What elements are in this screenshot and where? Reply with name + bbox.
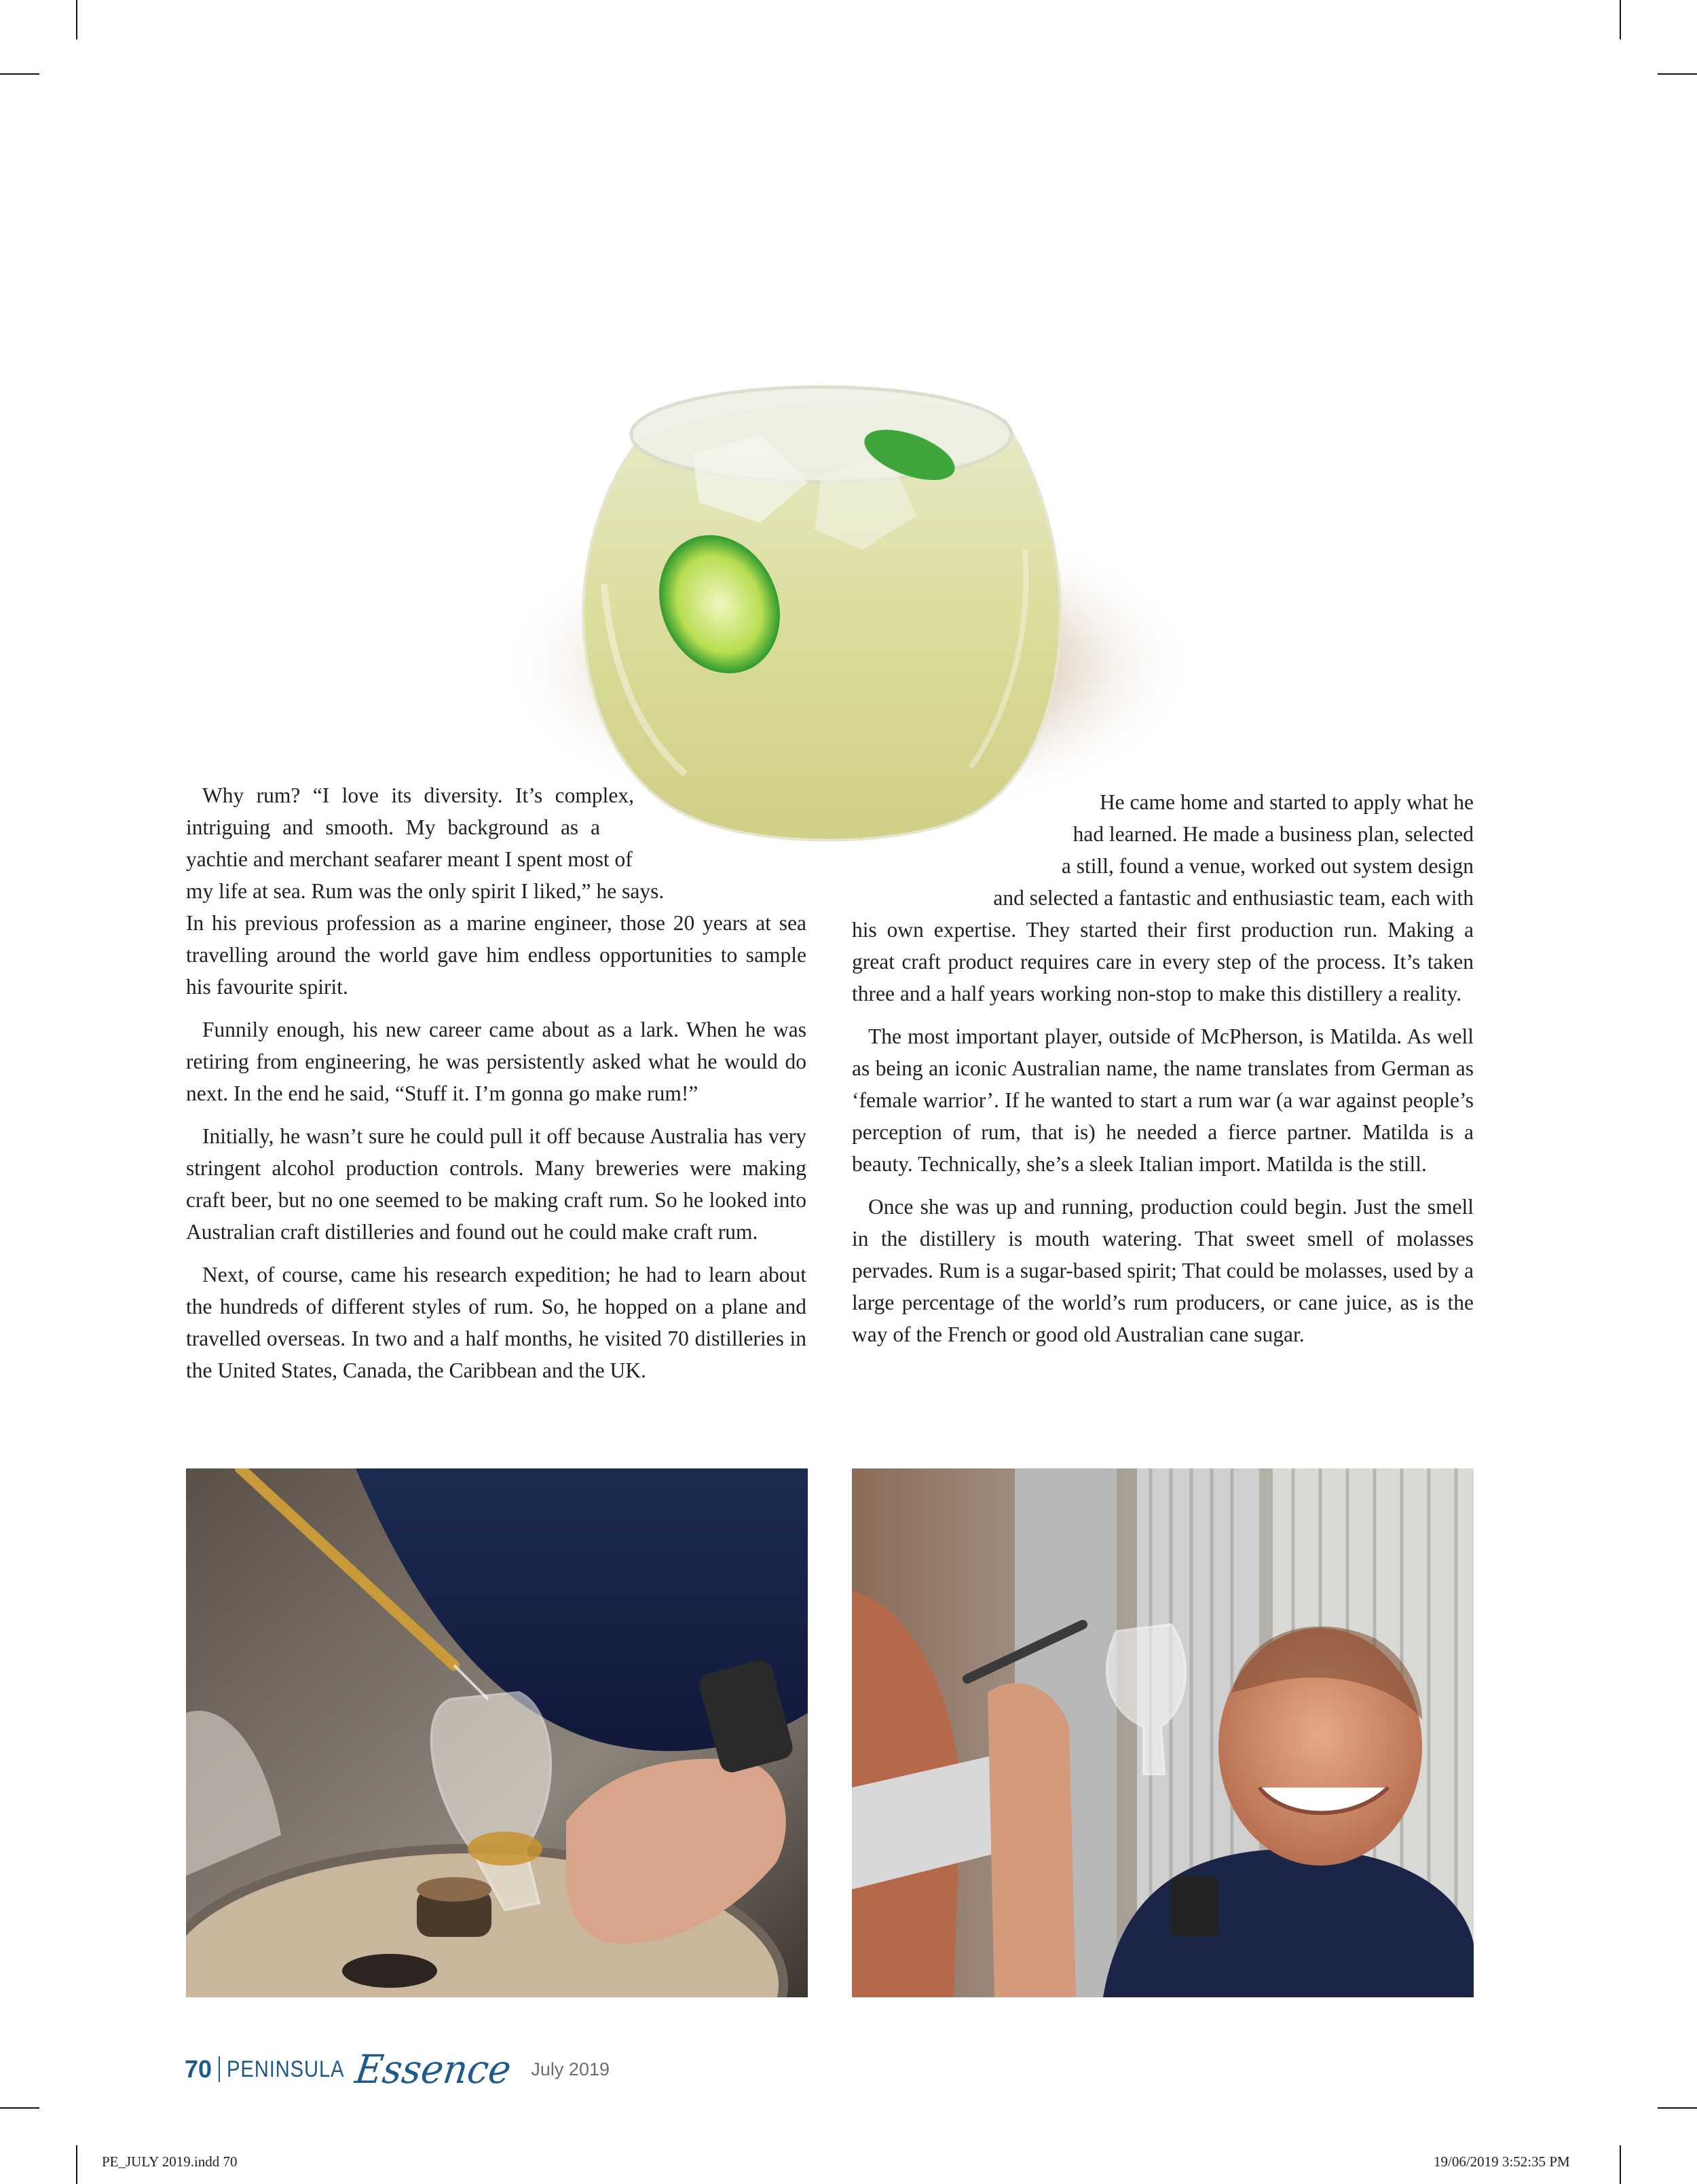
wrapped-line: and selected a fantastic and enthusiastic team, each with: [993, 886, 1474, 910]
slug-timestamp: 19/06/2019 3:52:35 PM: [1434, 2153, 1570, 2170]
rum-pouring-photo: [186, 1468, 808, 1997]
wrapped-line: intriguing and smooth. My background as a: [186, 815, 600, 839]
crop-mark-top-right: [1620, 0, 1621, 39]
crop-mark-bottom-left: [76, 2145, 77, 2184]
article-left-column: [186, 779, 806, 1397]
article-right-column: [852, 786, 1474, 1361]
crop-mark-top-left: [76, 0, 77, 39]
slug-filename: PE_JULY 2019.indd 70: [102, 2153, 238, 2170]
crop-mark-top-left-h: [0, 73, 39, 75]
article-paragraph: [852, 786, 1474, 914]
article-paragraph: Funnily enough, his new career came about as a lark. When he was retiring from engineering, he was persistently asked what he would do next. In the end he said, “Stuff it. I’m gonna go make rum!”: [186, 1018, 806, 1105]
article-paragraph: Once she was up and running, production could begin. Just the smell in the distillery is mouth watering. That sweet smell of molasses pervades. Rum is a sugar-based spirit; That could be molasses, used by a large percentage of the world’s rum producers, or cane juice, as is the way of the French or good old Australian cane sugar.: [852, 1195, 1474, 1346]
article-paragraph: Next, of course, came his research expedition; he had to learn about the hundreds of different styles of rum. So, he hopped on a plane and travelled overseas. In two and a half months, he visited 70 distilleries in the United States, Canada, the Caribbean and the UK.: [186, 1263, 806, 1382]
article-paragraph: The most important player, outside of McPherson, is Matilda. As well as being an iconic Australian name, the name translates from German as ‘female warrior’. If he wanted to start a rum war (a war against people’s perception of rum, that is) he needed a fierce partner. Matilda is a beauty. Technically, she’s a sleek Italian import. Matilda is the still.: [852, 1024, 1474, 1176]
article-paragraph: [186, 779, 806, 907]
distiller-portrait-photo: [852, 1468, 1474, 1997]
footer-divider: [219, 2056, 220, 2082]
article-paragraph: his own expertise. They started their first production run. Making a great craft product requires care in every step of the process. It’s taken three and a half years working non-stop to make this distillery a reality.: [852, 918, 1474, 1005]
crop-mark-bottom-right: [1620, 2145, 1621, 2184]
page-footer: [185, 2046, 610, 2092]
article-paragraph: Initially, he wasn’t sure he could pull it off because Australia has very stringent alcohol production controls. Many breweries were making craft beer, but no one seemed to be making craft rum. So he looked into Australian craft distilleries and found out he could make craft rum.: [186, 1124, 806, 1244]
page-number: 70: [185, 2055, 212, 2083]
crop-mark-bottom-right-h: [1658, 2107, 1697, 2109]
wrapped-line: yachtie and merchant seafarer meant I spent most of: [186, 847, 633, 871]
issue-date: July 2019: [531, 2058, 610, 2079]
wrapped-line: Why rum? “I love its diversity. It’s complex,: [202, 783, 634, 807]
magazine-name-part2: Essence: [352, 2046, 514, 2092]
crop-mark-top-right-h: [1658, 73, 1697, 75]
wrapped-line: had learned. He made a business plan, selected: [1073, 822, 1474, 846]
crop-mark-bottom-left-h: [0, 2107, 39, 2109]
wrapped-line: my life at sea. Rum was the only spirit I liked,” he says.: [186, 879, 665, 903]
wrapped-line: a still, found a venue, worked out system design: [1061, 854, 1474, 878]
wrapped-line: He came home and started to apply what he: [1099, 790, 1474, 814]
article-paragraph: In his previous profession as a marine engineer, those 20 years at sea travelling around the world gave him endless opportunities to sample his favourite spirit.: [186, 911, 806, 999]
magazine-name-part1: PENINSULA: [227, 2056, 345, 2082]
